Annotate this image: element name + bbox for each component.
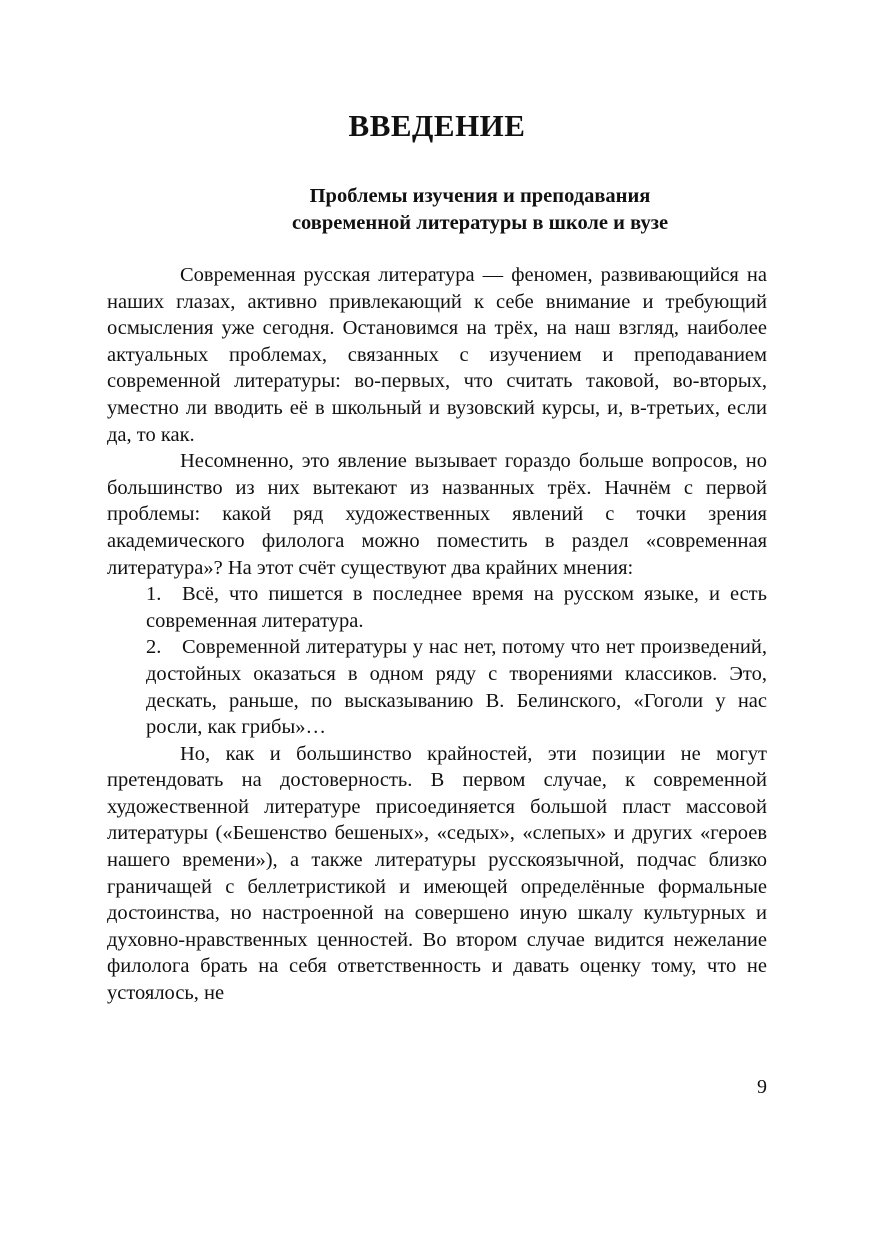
opinions-list (107, 581, 767, 741)
section-title-line-1: Проблемы изучения и преподавания (309, 185, 651, 207)
list-item-2-text: Современной литературы у нас нет, потому что нет произведений, достойных оказаться в одном ряду с творениями классиков. Это, дескать, раньше, по высказыванию В. Белинского, «Гоголи у нас росли, как грибы»… (146, 636, 767, 739)
body-text (107, 262, 767, 1007)
page-number: 9 (757, 1076, 767, 1098)
paragraph-2: Несомненно, это явление вызывает гораздо больше вопросов, но большинство из них вытекают из названных трёх. Начнём с первой проблемы: какой ряд художественных явлений с точки зрения академического филолога можно поместить в раздел «современная литература»? На этот счёт существуют два крайних мнения: (107, 450, 767, 579)
section-title-line-2: современной литературы в школе и вузе (291, 212, 669, 234)
list-item-1-text: Всё, что пишется в последнее время на русском языке, и есть современная литература. (146, 583, 767, 632)
chapter-title: ВВЕДЕНИЕ (348, 108, 526, 143)
section-title (200, 183, 760, 237)
paragraph-1: Современная русская литература — феномен, развивающийся на наших глазах, активно привлекающий к себе внимание и требующий осмысления уже сегодня. Остановимся на трёх, на наш взгляд, наиболее актуальных проблемах, связанных с изучением и преподаванием современной литературы: во-первых, что считать таковой, во-вторых, уместно ли вводить её в школьный и вузовский курсы, и, в-третьих, если да, то как. (107, 264, 767, 446)
list-item-2 (146, 634, 767, 740)
list-item-1-number: 1. (146, 583, 162, 606)
list-item-2-number: 2. (146, 636, 162, 659)
list-item-1 (146, 581, 767, 634)
paragraph-3: Но, как и большинство крайностей, эти позиции не могут претендовать на достоверность. В первом случае, к современной художественной литературе присоединяется большой пласт массовой литературы («Бешенство бешеных», «седых», «слепых» и других «героев нашего времени»), а также литературы русскоязычной, подчас близко граничащей с беллетристикой и имеющей определённые формальные достоинства, но настроенной на совершено иную шкалу культурных и духовно-нравственных ценностей. Во втором случае видится нежелание филолога брать на себя ответственность и давать оценку тому, что не устоялось, не (107, 742, 767, 1005)
